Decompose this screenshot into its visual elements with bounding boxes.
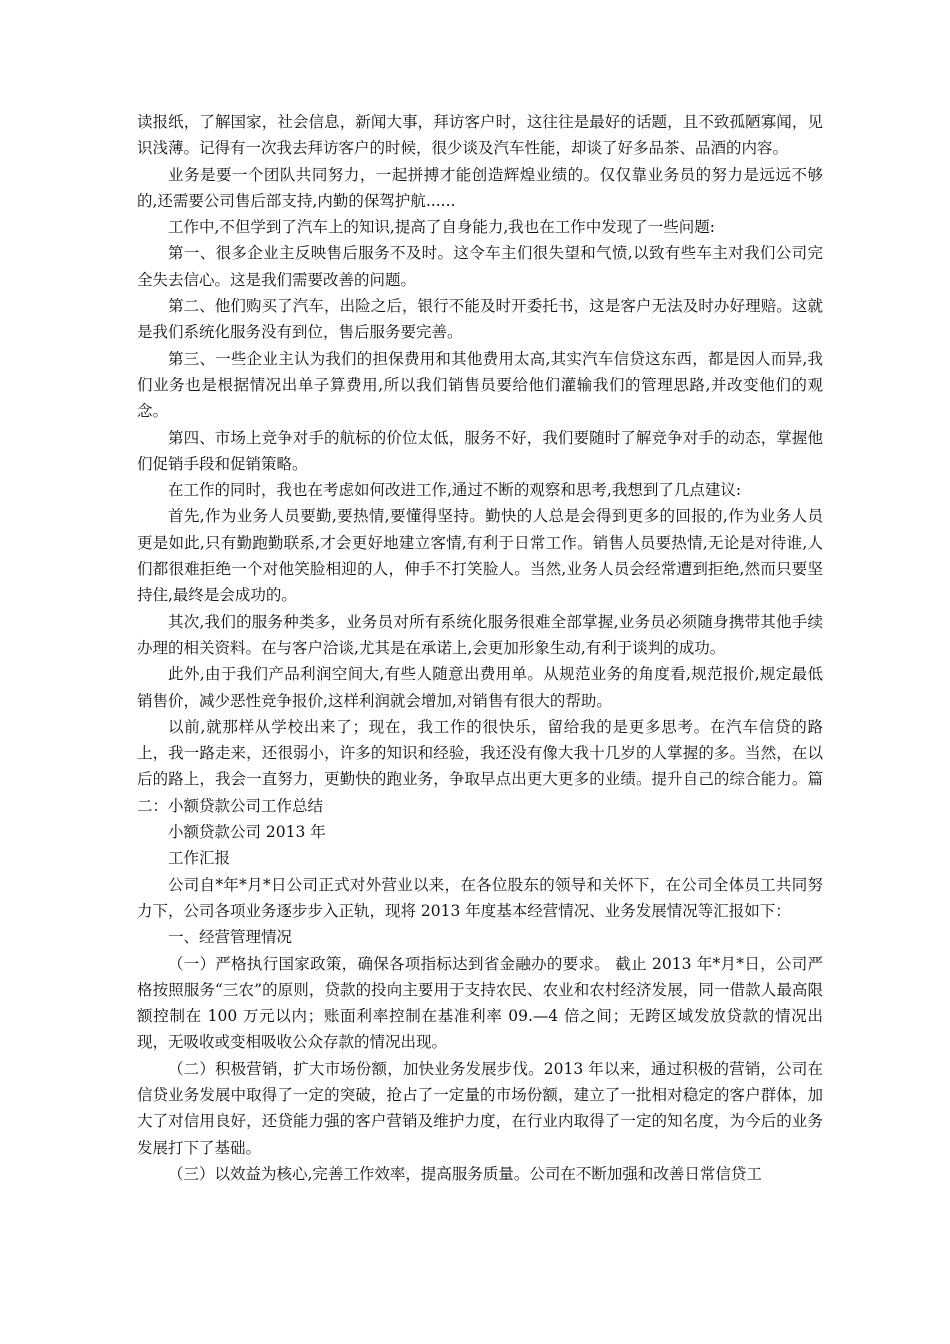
paragraph: 业务是要一个团队共同努力，一起拼搏才能创造辉煌业绩的。仅仅靠业务员的努力是远远不够的,还需要公司售后部支持,内勤的保驾护航...... bbox=[137, 165, 823, 210]
section-heading: 一、经营管理情况 bbox=[168, 928, 293, 947]
paragraph: 公司自*年*月*日公司正式对外营业以来，在各位股东的领导和关怀下，在公司全体员工共同努力下，公司各项业务逐步步入正轨，现将 2013 年度基本经营情况、业务发展情况等汇报如下： bbox=[137, 875, 823, 920]
paragraph: 工作中,不但学到了汽车上的知识,提高了自身能力,我也在工作中发现了一些问题: bbox=[168, 218, 716, 237]
paragraph: （三）以效益为核心,完善工作效率，提高服务质量。公司在不断加强和改善日常信贷工 bbox=[168, 1164, 762, 1183]
paragraph: 读报纸，了解国家，社会信息，新闻大事，拜访客户时，这往往是最好的话题，且不致孤陋寡闻，见识浅薄。记得有一次我去拜访客户的时候，很少谈及汽车性能，却谈了好多品茶、品酒的内容。 bbox=[137, 113, 823, 158]
paragraph: （一）严格执行国家政策，确保各项指标达到省金融办的要求。 截止 2013 年*月*日，公司严格按照服务“三农”的原则，贷款的投向主要用于支持农民、农业和农村经济发展，同一借款人最高限额控制在 100 万元以内；账面利率控制在基准利率 09.—4 倍之间；无跨区域发放贷款的情况出现，无吸收或变相吸收公众存款的情况出现。 bbox=[137, 954, 823, 1052]
paragraph: 以前,就那样从学校出来了；现在，我工作的很快乐，留给我的是更多思考。在汽车信贷的路上，我一路走来，还很弱小，许多的知识和经验，我还没有像大我十几岁的人掌握的多。当然，在以后的路上，我会一直努力，更勤快的跑业务，争取早点出更大更多的业绩。提升自己的综合能力。篇二：小额贷款公司工作总结 bbox=[137, 717, 823, 815]
paragraph: （二）积极营销，扩大市场份额，加快业务发展步伐。2013 年以来，通过积极的营销，公司在信贷业务发展中取得了一定的突破，抢占了一定量的市场份额，建立了一批相对稳定的客户群体，加大了对信用良好，还贷能力强的客户营销及维护力度，在行业内取得了一定的知名度，为今后的业务发展打下了基础。 bbox=[137, 1059, 823, 1157]
paragraph: 第二、他们购买了汽车，出险之后，银行不能及时开委托书，这是客户无法及时办好理赔。这就是我们系统化服务没有到位，售后服务要完善。 bbox=[137, 297, 823, 342]
paragraph: 第四、市场上竞争对手的航标的价位太低，服务不好，我们要随时了解竞争对手的动态，掌握他们促销手段和促销策略。 bbox=[137, 428, 823, 473]
heading-line: 小额贷款公司 2013 年 bbox=[168, 823, 326, 842]
paragraph: 首先,作为业务人员要勤,要热情,要懂得坚持。勤快的人总是会得到更多的回报的,作为业务人员更是如此,只有勤跑勤联系,才会更好地建立客情,有利于日常工作。销售人员要热情,无论是对待谁,人们都很难拒绝一个对他笑脸相迎的人，伸手不打笑脸人。当然,业务人员会经常遭到拒绝,然而只要坚持住,最终是会成功的。 bbox=[137, 507, 823, 605]
paragraph: 其次,我们的服务种类多，业务员对所有系统化服务很难全部掌握,业务员必须随身携带其他手续办理的相关资料。在与客户洽谈,尤其是在承诺上,会更加形象生动,有利于谈判的成功。 bbox=[137, 612, 823, 657]
document-page bbox=[137, 109, 823, 1187]
paragraph: 此外,由于我们产品利润空间大,有些人随意出费用单。从规范业务的角度看,规范报价,规定最低销售价，减少恶性竞争报价,这样利润就会增加,对销售有很大的帮助。 bbox=[137, 665, 823, 710]
heading-line: 工作汇报 bbox=[168, 849, 231, 868]
paragraph: 第一、很多企业主反映售后服务不及时。这令车主们很失望和气愤,以致有些车主对我们公司完全失去信心。这是我们需要改善的问题。 bbox=[137, 244, 823, 289]
paragraph: 在工作的同时，我也在考虑如何改进工作,通过不断的观察和思考,我想到了几点建议: bbox=[168, 481, 742, 500]
paragraph: 第三、一些企业主认为我们的担保费用和其他费用太高,其实汽车信贷这东西，都是因人而异,我们业务也是根据情况出单子算费用,所以我们销售员要给他们灌输我们的管理思路,并改变他们的观念。 bbox=[137, 349, 823, 421]
